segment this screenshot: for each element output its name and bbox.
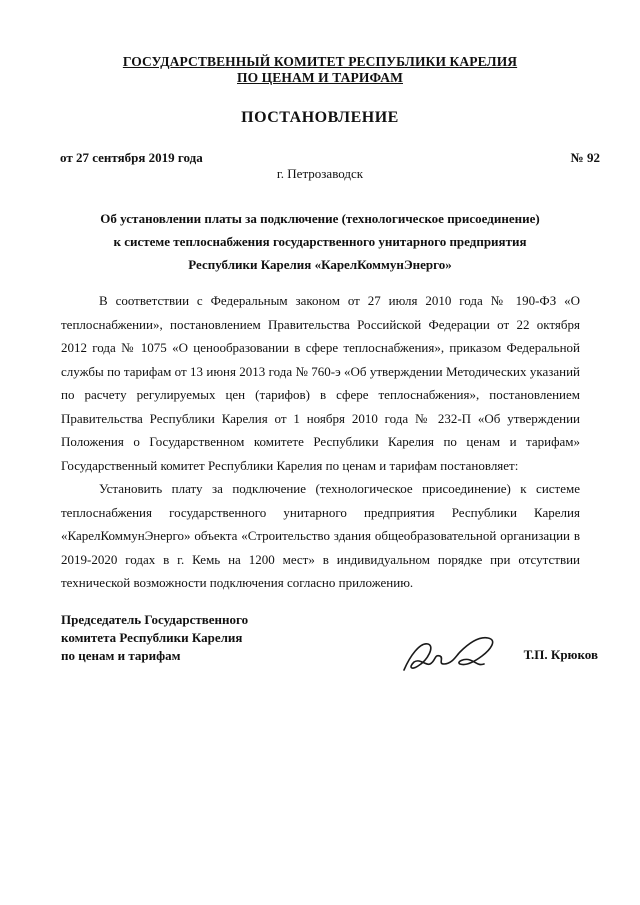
document-number: № 92 [570, 150, 600, 165]
subject-line3: Республики Карелия «КарелКоммунЭнерго» [188, 257, 452, 272]
document-city: г. Петрозаводск [276, 166, 364, 181]
subject-line1: Об установлении платы за подключение (технологическое присоединение) [100, 211, 540, 226]
document-date: от 27 сентября 2019 года [60, 150, 203, 165]
document-type-title: ПОСТАНОВЛЕНИЕ [241, 109, 399, 126]
subject-line2: к системе теплоснабжения государственного унитарного предприятия [113, 234, 527, 249]
body-paragraph-1: В соответствии с Федеральным законом от 27 июля 2010 года № 190-ФЗ «О теплоснабжении», постановлением Правительства Российской Федерации от 22 октября 2012 года № 1075 «О ценообразовании в сфере теплоснабжения», приказом Федеральной службы по тарифам от 13 июня 2013 года № 760-э «Об утверждении Методических указаний по расчету регулируемых цен (тарифов) в сфере теплоснабжения», постановлением Правительства Республики Карелия от 1 ноября 2010 года № 232-П «Об утверждении Положения о Государственном комитете Республики Карелия по ценам и тарифам» Государственный комитет Республики Карелия по ценам и тарифам постановляет: [61, 293, 580, 473]
body-text [61, 289, 580, 595]
signatory-title-line3: по ценам и тарифам [61, 648, 181, 663]
committee-name-line1: ГОСУДАРСТВЕННЫЙ КОМИТЕТ РЕСПУБЛИКИ КАРЕЛИЯ [122, 54, 518, 69]
signatory-title [61, 611, 248, 665]
signatory-title-line1: Председатель Государственного [61, 612, 249, 627]
signatory-title-line2: комитета Республики Карелия [61, 630, 243, 645]
body-paragraph-2: Установить плату за подключение (технологическое присоединение) к системе теплоснабжения государственного унитарного предприятия Республики Карелия «КарелКоммунЭнерго» объекта «Строительство здания общеобразовательной организации в 2019-2020 годах в г. Кемь на 1200 мест» в индивидуальном порядке при отсутствии технической возможности подключения согласно приложению. [61, 481, 580, 590]
committee-name-line2: ПО ЦЕНАМ И ТАРИФАМ [237, 70, 403, 85]
handwritten-signature [398, 626, 508, 676]
signatory-name: Т.П. Крюков [523, 647, 598, 662]
